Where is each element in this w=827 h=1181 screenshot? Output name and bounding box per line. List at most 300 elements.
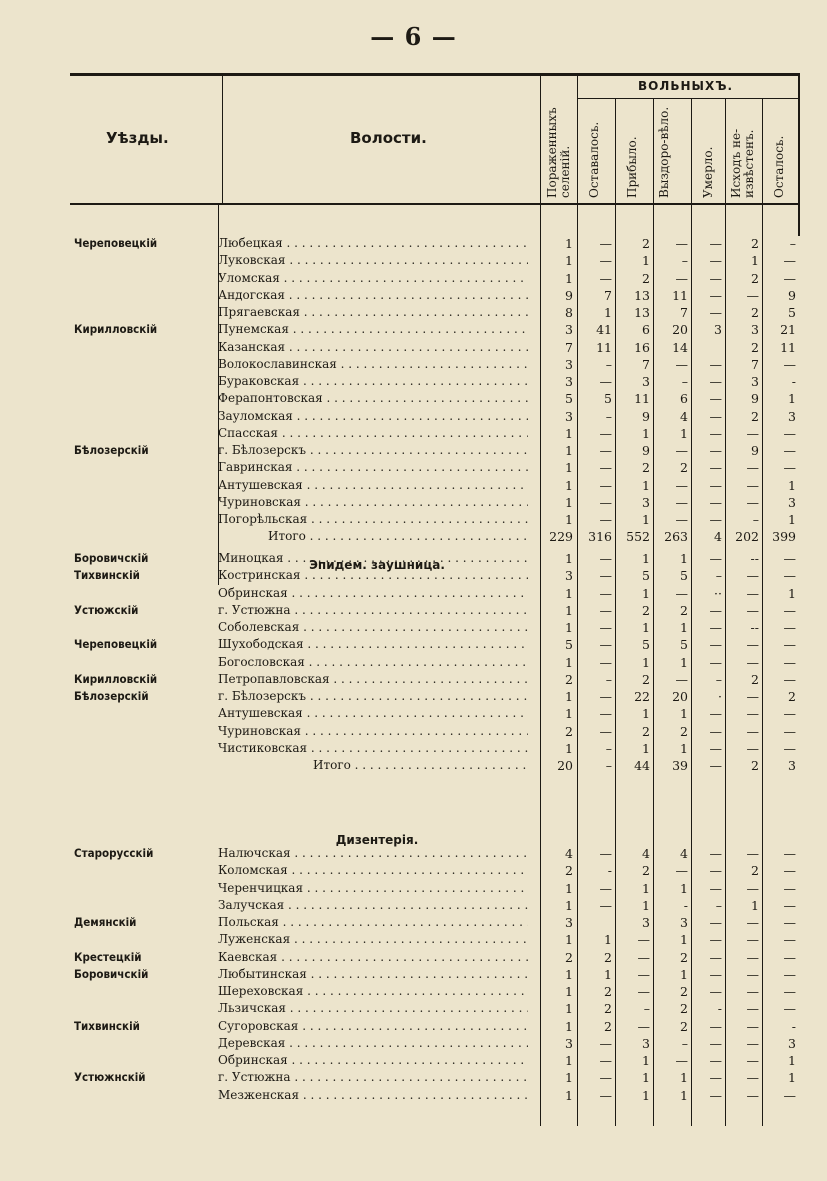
value-cell: 2: [751, 408, 759, 424]
page-number: — 6 —: [370, 22, 457, 51]
value-cell: —: [746, 602, 759, 618]
value-cell: 41: [596, 322, 612, 338]
value-cell: 1: [680, 1070, 688, 1086]
value-cell: 1: [642, 253, 650, 269]
value-cell: 1: [680, 880, 688, 896]
value-cell: 16: [634, 339, 650, 355]
table-row: [70, 914, 800, 931]
value-cell: —: [783, 915, 796, 930]
table-row: [70, 287, 800, 304]
value-cell: 1: [680, 551, 688, 566]
table-row: [70, 983, 800, 1000]
value-cell: —: [783, 568, 796, 584]
value-cell: —: [709, 391, 722, 407]
value-cell: —: [599, 425, 612, 441]
value-cell: 2: [642, 270, 650, 286]
value-cell: —: [709, 1053, 722, 1068]
table-row: [70, 1018, 800, 1035]
value-cell: 2: [565, 863, 573, 879]
uezd-cell: Кирилловскій: [74, 671, 158, 686]
value-cell: 11: [634, 391, 650, 407]
value-cell: 2: [751, 671, 759, 687]
value-cell: —: [709, 863, 722, 879]
value-cell: 1: [565, 236, 573, 251]
volost-cell: г. Бѣлозерскъ . . .: [218, 442, 528, 459]
value-cell: —: [675, 494, 688, 510]
value-cell: 3: [788, 408, 796, 424]
value-cell: 4: [680, 408, 688, 424]
value-cell: —: [709, 723, 722, 739]
table-row: [70, 235, 800, 252]
volost-cell: Петропавловская . . .: [218, 671, 528, 688]
header-col-ostavalos: Оставалось.: [587, 121, 601, 198]
value-cell: —: [783, 460, 796, 476]
value-cell: 3: [565, 1035, 573, 1051]
value-cell: -: [791, 1018, 796, 1034]
value-cell: —: [709, 966, 722, 982]
value-cell: —: [783, 897, 796, 913]
uezd-cell: Боровичскій: [74, 551, 149, 565]
value-cell: 2: [604, 1001, 612, 1017]
table-row: [70, 550, 800, 567]
total-value-cell: —: [709, 758, 722, 773]
value-cell: 1: [788, 585, 796, 601]
value-cell: 1: [604, 305, 612, 320]
value-cell: 2: [680, 1018, 688, 1034]
value-cell: 1: [642, 512, 650, 527]
header-uezdy: Уѣзды.: [106, 129, 169, 147]
value-cell: 2: [565, 723, 573, 739]
total-label: Итого . . .: [218, 757, 528, 774]
table-row: [70, 339, 800, 356]
value-cell: —: [709, 984, 722, 999]
value-cell: —: [783, 654, 796, 670]
value-cell: 2: [642, 671, 650, 687]
volost-cell: г. Устюжна . . .: [218, 1069, 528, 1086]
value-cell: 1: [565, 443, 573, 458]
value-cell: —: [709, 425, 722, 441]
value-cell: 3: [680, 915, 688, 930]
value-cell: 1: [565, 602, 573, 618]
table-row: [70, 740, 800, 757]
table-row: [70, 1052, 800, 1069]
value-cell: —: [746, 425, 759, 441]
volost-cell: Чуриновская . . .: [218, 723, 528, 740]
value-cell: 1: [565, 689, 573, 704]
uezd-cell: Крестецкій: [74, 949, 142, 964]
value-cell: —: [599, 880, 612, 896]
value-cell: —: [675, 270, 688, 286]
value-cell: 1: [565, 880, 573, 896]
value-cell: 2: [751, 270, 759, 286]
uezd-cell: Бѣлозерскій: [74, 443, 149, 457]
value-cell: 1: [565, 1001, 573, 1017]
value-cell: 3: [565, 408, 573, 424]
value-cell: 2: [751, 339, 759, 355]
value-cell: 1: [642, 897, 650, 913]
volost-cell: Каевская . . .: [218, 949, 528, 966]
value-cell: ··: [714, 585, 722, 601]
value-cell: —: [675, 671, 688, 687]
total-value-cell: 4: [714, 529, 722, 545]
value-cell: 22: [634, 689, 650, 704]
value-cell: 1: [565, 966, 573, 982]
value-cell: 3: [751, 374, 759, 389]
uezd-cell: Боровичскій: [74, 966, 149, 981]
value-cell: —: [709, 1070, 722, 1086]
value-cell: —: [746, 949, 759, 965]
value-cell: —: [746, 915, 759, 930]
value-cell: 7: [680, 305, 688, 320]
value-cell: 1: [788, 512, 796, 527]
value-cell: 1: [788, 1053, 796, 1068]
value-cell: 1: [680, 966, 688, 982]
value-cell: 2: [642, 863, 650, 879]
table-row: [70, 425, 800, 442]
section-title: Дизентерія.: [335, 833, 419, 847]
value-cell: —: [783, 425, 796, 441]
table-row: [70, 1035, 800, 1052]
total-label: Итого . . .: [218, 528, 528, 545]
value-cell: —: [783, 270, 796, 286]
table-row: [70, 390, 800, 407]
value-cell: 4: [680, 846, 688, 861]
value-cell: —: [783, 253, 796, 269]
value-cell: 9: [642, 443, 650, 458]
value-cell: –: [605, 740, 612, 756]
value-cell: ·: [718, 689, 722, 704]
value-cell: 1: [751, 897, 759, 913]
table-row: [70, 602, 800, 619]
total-value-cell: 316: [588, 529, 612, 545]
value-cell: 2: [604, 1018, 612, 1034]
table-row: [70, 723, 800, 740]
volost-cell: Черенчицкая . . .: [218, 880, 528, 897]
value-cell: —: [746, 654, 759, 670]
table-row: [70, 688, 800, 705]
volost-cell: Миноцкая . . .: [218, 550, 528, 567]
total-value-cell: 399: [772, 529, 796, 545]
header-col-pribylo: Прибыло.: [625, 136, 639, 198]
value-cell: 8: [565, 305, 573, 320]
total-value-cell: 552: [626, 529, 650, 545]
value-cell: —: [709, 253, 722, 269]
value-cell: 2: [680, 1001, 688, 1017]
volost-cell: Льзичская . . .: [218, 1000, 528, 1017]
value-cell: —: [709, 270, 722, 286]
value-cell: 1: [642, 585, 650, 601]
value-cell: —: [599, 236, 612, 251]
value-cell: —: [746, 932, 759, 948]
value-cell: 13: [634, 287, 650, 303]
volost-cell: Костринская . . .: [218, 567, 528, 584]
value-cell: 2: [604, 949, 612, 965]
value-cell: —: [783, 880, 796, 896]
value-cell: 6: [680, 391, 688, 407]
volost-cell: Чистиковская . . .: [218, 740, 528, 757]
value-cell: 1: [642, 654, 650, 670]
value-cell: —: [783, 723, 796, 739]
table-row: [70, 270, 800, 287]
table-row: [70, 494, 800, 511]
table-row: [70, 567, 800, 584]
top-border: [70, 73, 800, 76]
value-cell: 20: [672, 322, 688, 338]
value-cell: —: [599, 512, 612, 527]
volost-cell: Обринская . . .: [218, 585, 528, 602]
value-cell: 1: [642, 1070, 650, 1086]
value-cell: 1: [680, 654, 688, 670]
value-cell: –: [789, 236, 796, 251]
volost-cell: Богословская . . .: [218, 654, 528, 671]
value-cell: —: [709, 408, 722, 424]
value-cell: -: [683, 897, 688, 913]
statistics-table: [70, 73, 800, 1128]
value-cell: –: [605, 356, 612, 372]
value-cell: --: [750, 620, 759, 635]
value-cell: —: [783, 671, 796, 687]
table-row: [70, 459, 800, 476]
volost-cell: Соболевская . . .: [218, 619, 528, 636]
value-cell: 1: [788, 391, 796, 407]
value-cell: 1: [680, 425, 688, 441]
table-row: [70, 880, 800, 897]
value-cell: —: [675, 236, 688, 251]
volost-cell: Деревская . . .: [218, 1035, 528, 1052]
value-cell: 1: [565, 620, 573, 635]
value-cell: 9: [565, 287, 573, 303]
value-cell: 2: [680, 984, 688, 999]
total-value-cell: 20: [557, 758, 573, 773]
value-cell: —: [675, 512, 688, 527]
value-cell: —: [746, 1070, 759, 1086]
value-cell: 3: [565, 322, 573, 338]
value-cell: 1: [680, 1087, 688, 1103]
value-cell: —: [783, 846, 796, 861]
total-value-cell: 3: [788, 758, 796, 773]
value-cell: –: [643, 1001, 650, 1017]
value-cell: 1: [751, 253, 759, 269]
header-col-umerlo: Умерло.: [701, 146, 715, 198]
value-cell: 1: [604, 932, 612, 948]
value-cell: 3: [565, 915, 573, 930]
value-cell: —: [599, 602, 612, 618]
value-cell: —: [599, 897, 612, 913]
value-cell: —: [746, 585, 759, 601]
uezd-cell: Тихвинскій: [74, 1018, 140, 1033]
volost-cell: Антушевская . . .: [218, 477, 528, 494]
value-cell: —: [783, 551, 796, 566]
value-cell: 3: [642, 915, 650, 930]
value-cell: —: [783, 356, 796, 372]
value-cell: 1: [565, 585, 573, 601]
value-cell: 11: [596, 339, 612, 355]
value-cell: 3: [788, 1035, 796, 1051]
value-cell: 1: [680, 740, 688, 756]
value-cell: —: [709, 374, 722, 389]
value-cell: 1: [680, 620, 688, 635]
table-row: [70, 654, 800, 671]
value-cell: —: [709, 443, 722, 458]
value-cell: —: [599, 568, 612, 584]
header-col-vyzdorovelo: Выздоро-вѣло.: [657, 106, 671, 198]
value-cell: —: [746, 689, 759, 704]
uezd-cell: Устюжнскій: [74, 1070, 146, 1085]
value-cell: --: [750, 551, 759, 566]
value-cell: 1: [565, 1053, 573, 1068]
volost-cell: Антушевская . . .: [218, 705, 528, 722]
value-cell: —: [746, 1035, 759, 1051]
table-row: [70, 304, 800, 321]
value-cell: —: [709, 236, 722, 251]
value-cell: 7: [751, 356, 759, 372]
value-cell: 1: [642, 620, 650, 635]
total-row: [70, 757, 800, 774]
value-cell: —: [709, 637, 722, 653]
value-cell: —: [709, 356, 722, 372]
value-cell: 1: [565, 897, 573, 913]
value-cell: —: [599, 706, 612, 722]
value-cell: —: [675, 863, 688, 879]
value-cell: 1: [642, 740, 650, 756]
value-cell: —: [637, 984, 650, 999]
uezd-cell: Старорусскій: [74, 846, 154, 860]
value-cell: 1: [565, 551, 573, 566]
value-cell: —: [599, 585, 612, 601]
table-row: [70, 442, 800, 459]
value-cell: 2: [565, 671, 573, 687]
value-cell: —: [709, 932, 722, 948]
value-cell: —: [599, 494, 612, 510]
uezd-cell: Тихвинскій: [74, 568, 140, 583]
value-cell: —: [746, 477, 759, 493]
value-cell: —: [675, 443, 688, 458]
value-cell: 2: [751, 305, 759, 320]
total-row: [70, 528, 800, 545]
table-row: [70, 897, 800, 914]
value-cell: —: [637, 949, 650, 965]
value-cell: 3: [565, 374, 573, 389]
table-row: [70, 1000, 800, 1017]
value-cell: —: [783, 637, 796, 653]
value-cell: 2: [680, 949, 688, 965]
volost-cell: Спасская . . .: [218, 425, 528, 442]
value-cell: 1: [565, 253, 573, 269]
value-cell: —: [709, 494, 722, 510]
value-cell: —: [599, 620, 612, 635]
value-cell: —: [783, 863, 796, 879]
value-cell: —: [746, 966, 759, 982]
value-cell: 1: [565, 740, 573, 756]
value-cell: —: [599, 689, 612, 704]
value-cell: 1: [565, 1087, 573, 1103]
value-cell: —: [783, 602, 796, 618]
header-col-iskhod: Исходъ не-извѣстенъ.: [729, 128, 756, 198]
volost-cell: Залучская . . .: [218, 897, 528, 914]
value-cell: 1: [788, 477, 796, 493]
value-cell: 2: [642, 602, 650, 618]
volost-cell: Уломская . . .: [218, 270, 528, 287]
value-cell: —: [709, 620, 722, 635]
value-cell: —: [783, 984, 796, 999]
table-row: [70, 321, 800, 338]
volost-cell: Прягаевская . . .: [218, 304, 528, 321]
volost-cell: Бураковская . . .: [218, 373, 528, 390]
value-cell: —: [599, 270, 612, 286]
value-cell: —: [746, 568, 759, 584]
value-cell: —: [599, 846, 612, 861]
value-cell: —: [709, 460, 722, 476]
total-value-cell: 44: [634, 758, 650, 773]
value-cell: —: [783, 1001, 796, 1017]
total-value-cell: 202: [735, 529, 759, 545]
value-cell: 11: [672, 287, 688, 303]
value-cell: 2: [680, 460, 688, 476]
value-cell: –: [752, 512, 759, 527]
table-row: [70, 705, 800, 722]
volost-cell: Андогская . . .: [218, 287, 528, 304]
table-row: [70, 671, 800, 688]
table-row: [70, 408, 800, 425]
value-cell: —: [783, 949, 796, 965]
value-cell: —: [675, 1053, 688, 1068]
value-cell: —: [709, 1035, 722, 1051]
value-cell: —: [746, 1053, 759, 1068]
volost-cell: Ферапонтовская . . .: [218, 390, 528, 407]
volost-cell: Волокославинская . . .: [218, 356, 528, 373]
value-cell: —: [746, 740, 759, 756]
uezd-cell: Демянскій: [74, 915, 137, 929]
value-cell: 2: [751, 236, 759, 251]
value-cell: —: [599, 654, 612, 670]
table-row: [70, 931, 800, 948]
value-cell: —: [709, 287, 722, 303]
value-cell: —: [746, 1018, 759, 1034]
value-cell: 3: [565, 356, 573, 372]
value-cell: —: [709, 654, 722, 670]
value-cell: –: [715, 568, 722, 584]
header-col-ostalos: Осталось.: [772, 135, 786, 198]
value-cell: –: [715, 671, 722, 687]
volost-cell: Зауломская . . .: [218, 408, 528, 425]
value-cell: —: [599, 460, 612, 476]
value-cell: 5: [604, 391, 612, 407]
value-cell: 3: [788, 494, 796, 510]
value-cell: 9: [642, 408, 650, 424]
value-cell: —: [599, 1035, 612, 1051]
value-cell: 1: [565, 1018, 573, 1034]
value-cell: 1: [680, 932, 688, 948]
volost-cell: Шухободская . . .: [218, 636, 528, 653]
volost-cell: Шереховская . . .: [218, 983, 528, 1000]
value-cell: 7: [565, 339, 573, 355]
value-cell: —: [599, 253, 612, 269]
value-cell: —: [709, 551, 722, 566]
value-cell: —: [599, 723, 612, 739]
value-cell: —: [709, 305, 722, 320]
value-cell: 2: [642, 460, 650, 476]
value-cell: —: [599, 1053, 612, 1068]
value-cell: 1: [565, 494, 573, 510]
total-value-cell: 2: [751, 758, 759, 773]
value-cell: —: [675, 477, 688, 493]
volost-cell: Польская . . .: [218, 914, 528, 931]
total-value-cell: 229: [549, 529, 573, 545]
table-row: [70, 511, 800, 528]
value-cell: —: [709, 602, 722, 618]
value-cell: 3: [642, 374, 650, 389]
value-cell: 1: [565, 706, 573, 722]
